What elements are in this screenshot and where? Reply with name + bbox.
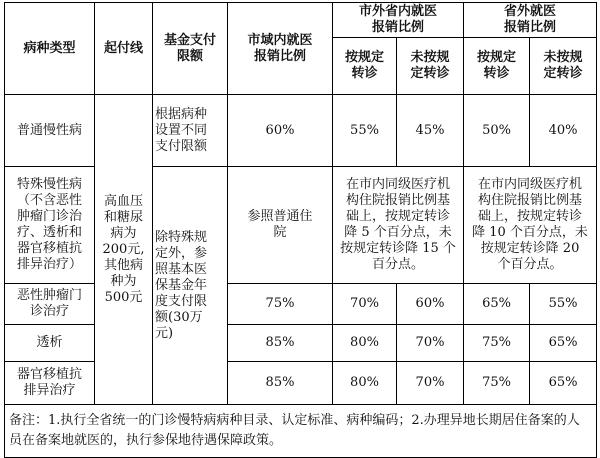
row-name-dialysis: 透析	[5, 325, 95, 362]
cell-value: 60%	[397, 284, 464, 325]
table-row	[5, 362, 597, 405]
cell-value: 55%	[333, 95, 397, 167]
note-row	[5, 405, 597, 458]
row-name-common: 普通慢性病	[5, 95, 95, 167]
row-name-special: 特殊慢性病 （不含恶性 肿瘤门诊治 疗、透析和 器官移植抗 排异治疗）	[5, 167, 95, 284]
cell-value: 65%	[464, 284, 530, 325]
fund-limit-common: 根据病种 设置不同 支付限额	[153, 95, 228, 167]
header-in-city: 市域内就医 报销比例	[228, 3, 333, 95]
row-name-transplant: 器官移植抗 排异治疗	[5, 362, 95, 405]
cell-value: 65%	[530, 325, 597, 362]
header-not-by-rule: 未按规 定转诊	[530, 38, 597, 95]
cell-special-in-city: 参照普通住 院	[228, 167, 333, 284]
cell-value: 80%	[333, 362, 397, 405]
row-name-cancer: 恶性肿瘤门 诊治疗	[5, 284, 95, 325]
header-out-city-in-province: 市外省内就医 报销比例	[333, 3, 464, 38]
cell-value: 45%	[397, 95, 464, 167]
header-disease-type: 病种类型	[5, 3, 95, 95]
header-fund-limit: 基金支付 限额	[153, 3, 228, 95]
cell-value: 50%	[464, 95, 530, 167]
header-by-rule: 按规定 转诊	[333, 38, 397, 95]
cell-value: 70%	[397, 362, 464, 405]
cell-value: 75%	[228, 284, 333, 325]
cell-value: 70%	[397, 325, 464, 362]
threshold-cell: 高血压 和糖尿 病为 200元, 其他病 种为 500元	[95, 95, 153, 405]
header-threshold: 起付线	[95, 3, 153, 95]
cell-value: 70%	[333, 284, 397, 325]
header-by-rule: 按规定 转诊	[464, 38, 530, 95]
cell-special-out-province: 在市内同级医疗机 构住院报销比例基 础上，按规定转诊 降 10 个百分点，未 按规定转诊降 20 个百分点。	[464, 167, 597, 284]
note-cell	[5, 405, 597, 458]
cell-value: 75%	[464, 362, 530, 405]
cell-value: 80%	[333, 325, 397, 362]
cell-value: 55%	[530, 284, 597, 325]
header-not-by-rule: 未按规 定转诊	[397, 38, 464, 95]
cell-value: 85%	[228, 325, 333, 362]
header-out-province: 省外就医 报销比例	[464, 3, 597, 38]
table-row	[5, 325, 597, 362]
table-row	[5, 167, 597, 284]
cell-value: 65%	[530, 362, 597, 405]
note-text: 备注：1.执行全省统一的门诊慢特病病种目录、认定标准、病种编码；2.办理异地长期居住备案的人员在备案地就医的，执行参保地待遇保障政策。	[9, 413, 580, 448]
reimbursement-table	[4, 2, 597, 458]
fund-limit-special: 除特殊规 定外，参 照基本医 保基金年 度支付限 额(30万 元)	[153, 167, 228, 405]
cell-value: 40%	[530, 95, 597, 167]
cell-value: 60%	[228, 95, 333, 167]
cell-special-out-city: 在市内同级医疗机 构住院报销比例基 础上，按规定转诊 降 5 个百分点，未 按规定转诊降 15 个 百分点。	[333, 167, 464, 284]
table-row	[5, 284, 597, 325]
table-row	[5, 95, 597, 167]
cell-value: 85%	[228, 362, 333, 405]
cell-value: 75%	[464, 325, 530, 362]
